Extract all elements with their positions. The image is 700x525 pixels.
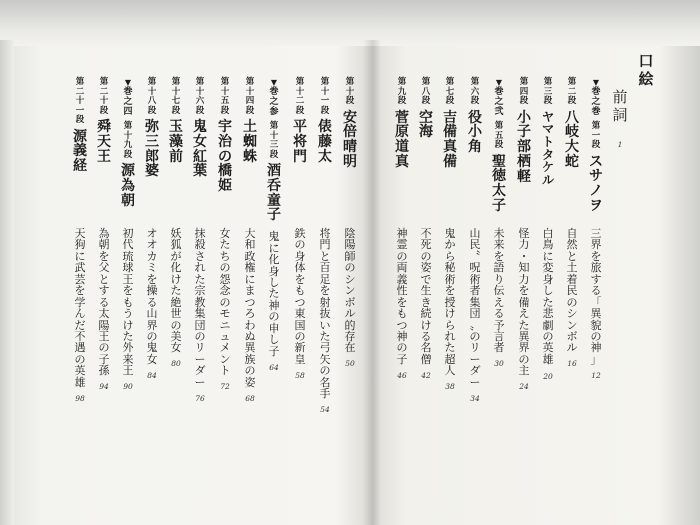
entry-description: 不 死 の 姿 で 生 き 続 け る 名 僧 [420,227,432,366]
entry-description: 為 朝 を 父 と す る 太 陽 王 の 子 孫 [98,227,110,378]
entry-number: 第 五 段 [494,121,504,151]
entry-page-number: 98 [75,393,85,403]
entry-description: オ オ カ ミ を 操 る 山 界 の 鬼 女 [146,227,158,366]
entry-page-number: 24 [519,382,529,392]
section-heading: ▼ 巻 之 巻 [591,77,601,118]
entry-page-number: 12 [591,370,601,380]
entry-description: 抹 殺 さ れ た 宗 教 集 団 の リ ー ダ ー [194,227,206,389]
entry-page-number: 38 [445,382,455,392]
entry-page-number: 16 [567,359,577,369]
entry-description: 鉄 の 身 体 を も つ 東 国 の 新 皇 [294,227,306,366]
entry-name: 八 岐 大 蛇 [565,109,579,170]
entry-page-number: 80 [171,359,181,369]
entry-name: 俵 藤 太 [318,119,332,165]
entry-description: 女 た ち の 怨 念 の モ ニ ュ メ ン ト [219,227,231,378]
entry-description: 未 来 を 語 り 伝 え る 予 言 者 [493,227,505,355]
entry-description: 妖 狐 が 化 け た 絶 世 の 美 女 [170,227,182,355]
entry-page-number: 76 [195,393,205,403]
entry-number: 第 十 三 段 [269,121,279,160]
entry-page-number: 54 [320,405,330,414]
entry-name: 安 倍 晴 明 [343,109,357,170]
entry-number: 第 十 四 段 [245,77,255,116]
entry-name: 源 為 朝 [121,163,135,209]
entry-name: 玉 藻 前 [169,119,183,165]
entry-description: 白 鳥 に 変 身 し た 悲 劇 の 英 雄 [542,227,554,366]
entry-description: 神 霊 の 両 義 性 を も つ 神 の 子 [396,227,408,366]
entry-number: 第 十 一 段 [320,77,330,116]
section-heading: ▼ 巻 之 弐 [494,77,504,118]
entry-name: ス サ ノ ヲ [589,153,603,214]
entry-page-number: 58 [295,370,305,380]
entry-name: 平 将 門 [293,119,307,165]
entry-page-number: 42 [421,370,431,380]
entry-name: 鬼 女 紅 葉 [193,119,207,180]
entry-description: 自 然 と 土 着 民 の シ ン ボ ル [566,227,578,355]
entry-number: 第 四 段 [519,77,529,107]
entry-number: 第 八 段 [421,77,431,107]
entry-name: 舜 天 王 [97,119,111,165]
entry-page-number: 34 [470,393,480,403]
entry-number: 第 三 段 [543,77,553,107]
entry-name: 酒 呑 童 子 [267,163,281,224]
entry-number: 第 十 五 段 [220,77,230,116]
entry-number: 第 十 七 段 [171,77,181,116]
entry-name: 菅 原 道 真 [395,109,409,170]
entry-name: 聖 徳 太 子 [492,153,506,214]
entry-page-number: 90 [123,382,133,392]
entry-name: ヤ マ ト タ ケ ル [541,109,554,188]
entry-name: 空 海 [419,109,433,141]
entry-number: 第 七 段 [445,77,455,107]
entry-description: 三 界 を 旅 す る 「 異 貌 の 神 」 [590,227,602,366]
entry-description: 将 門 と 百 足 を 射 抜 い た 弓 矢 の 名 手 [319,227,331,401]
entry-number: 第 十 二 段 [295,77,305,116]
entry-name: 源 義 経 [73,128,87,175]
entry-description: 大 和 政 権 に ま つ ろ わ ぬ 異 族 の 姿 [244,227,256,389]
section-heading: ▼ 巻 之 四 [123,77,133,118]
entry-name: 宇 治 の 橋 姫 [218,119,232,195]
toc-header: 口 絵 [638,52,654,88]
entry-number: 第 二 十 一 段 [75,77,85,126]
entry-name: 土 蜘 蛛 [243,119,257,165]
entry-page-number: 68 [245,393,255,403]
entry-page-number: 46 [397,370,407,380]
entry-number: 第 十 九 段 [123,121,133,160]
entry-page-number: 30 [494,359,504,369]
entry-name: 小 子 部 栖 軽 [517,109,531,185]
section-heading: ▼ 巻 之 参 [269,77,279,118]
entry-number: 第 一 段 [591,121,601,151]
entry-description: 天 狗 に 武 芸 を 学 ん だ 不 遇 の 英 雄 [74,227,86,389]
entry-name: 吉 備 真 備 [443,109,457,170]
entry-number: 第 二 段 [567,77,577,107]
entry-number: 第 二 十 段 [99,77,109,116]
preface-title: 前 詞 [612,88,628,124]
entry-page-number: 50 [345,359,355,369]
entry-page-number: 94 [99,382,109,392]
book-top-edge [0,0,700,46]
entry-page-number: 84 [147,370,157,380]
entry-page-number: 72 [220,382,230,392]
entry-number: 第 十 六 段 [195,77,205,116]
entry-name: 役 小 角 [468,109,482,156]
book-left-edge [0,40,14,525]
entry-number: 第 十 段 [345,77,355,107]
entry-page-number: 20 [543,372,553,381]
entry-description: 陰 陽 師 の シ ン ボ ル 的 存 在 [344,227,356,355]
entry-description: 初 代 琉 球 王 を も う け た 外 来 王 [122,227,134,378]
entry-description: 山 民 〝 呪 術 者 集 団 〟 の リ ー ダ ー [469,227,481,389]
entry-number: 第 九 段 [397,77,407,107]
entry-description: 怪 力 ・ 知 力 を 備 え た 異 界 の 主 [518,227,530,378]
preface-page-number: 1 [617,140,623,149]
entry-number: 第 十 八 段 [147,77,157,116]
entry-name: 弥 三 郎 婆 [145,119,159,180]
entry-description: 鬼 か ら 秘 術 を 授 け ら れ た 超 人 [444,227,456,378]
book-gutter [363,40,381,525]
entry-page-number: 64 [269,362,279,372]
entry-description: 鬼 に 化 身 し た 神 の 申 し 子 [268,230,280,358]
entry-number: 第 六 段 [470,77,480,107]
